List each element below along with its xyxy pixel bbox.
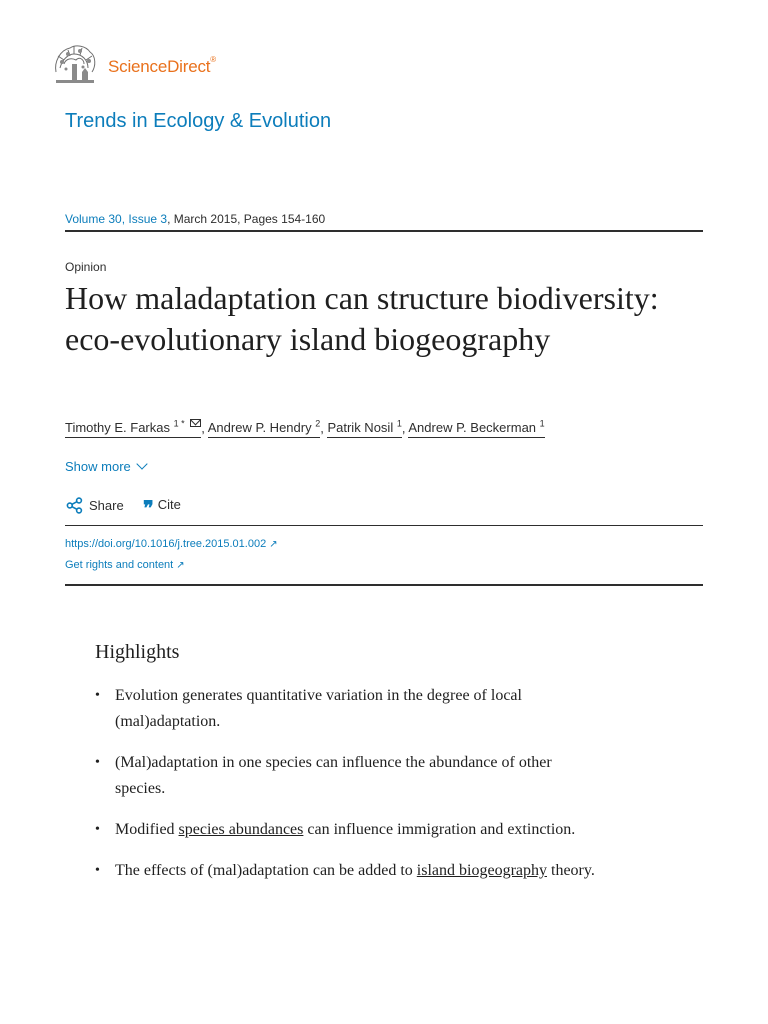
- cite-label: Cite: [157, 497, 181, 512]
- divider: [65, 584, 703, 586]
- highlight-text: Evolution generates quantitative variation in the degree of local (mal)adaptation.: [115, 687, 522, 730]
- list-item: [95, 750, 605, 802]
- doi-text: https://doi.org/10.1016/j.tree.2015.01.002: [65, 538, 267, 550]
- author-affiliation: 1 *: [173, 419, 185, 429]
- author-name: Andrew P. Beckerman: [408, 420, 537, 436]
- volume-issue-link[interactable]: Volume 30, Issue 3: [65, 212, 168, 226]
- author-affiliation: 1: [539, 419, 545, 429]
- highlight-text: theory.: [547, 862, 595, 879]
- article-type-label: Opinion: [65, 260, 107, 274]
- journal-title-link[interactable]: Trends in Ecology & Evolution: [65, 110, 332, 132]
- brand-name: ScienceDirect: [108, 57, 211, 76]
- show-more-button[interactable]: [65, 459, 146, 474]
- elsevier-tree-logo-icon[interactable]: [52, 42, 98, 86]
- author-list: Timothy E. Farkas $^{1 *}$ , Andrew P. Hendry $^2$, Patrik Nosil $^1$, Andrew P. Beckerman $^1$: [65, 419, 545, 435]
- highlights-heading: Highlights: [95, 641, 180, 663]
- highlight-text: The effects of (mal)adaptation can be added to: [115, 862, 417, 879]
- author-name: Timothy E. Farkas: [65, 420, 170, 436]
- citation-line: [65, 212, 325, 226]
- highlight-text: can influence immigration and extinction.: [303, 821, 576, 838]
- rights-text: Get rights and content: [65, 559, 174, 571]
- share-button[interactable]: [66, 497, 124, 514]
- quote-icon: ❞: [143, 495, 152, 520]
- envelope-icon: [190, 419, 201, 427]
- author-name: Andrew P. Hendry: [207, 420, 312, 436]
- external-link-icon: ↗: [269, 539, 278, 550]
- author-link-hendry[interactable]: [208, 420, 320, 438]
- cite-button[interactable]: [143, 495, 181, 520]
- island-biogeography-link[interactable]: island biogeography: [416, 862, 547, 879]
- divider: [65, 525, 703, 526]
- divider: [65, 230, 703, 232]
- list-item: [95, 683, 605, 735]
- rights-link[interactable]: [65, 559, 185, 571]
- date-pages: , March 2015, Pages 154-160: [167, 212, 326, 226]
- author-link-beckerman[interactable]: [408, 420, 544, 438]
- share-label: Share: [89, 498, 124, 513]
- show-more-label: Show more: [65, 459, 131, 474]
- chevron-down-icon: [136, 458, 147, 469]
- brand-mark: ®: [210, 55, 216, 64]
- highlight-text: (Mal)adaptation in one species can influence the abundance of other species.: [115, 754, 552, 797]
- author-name: Patrik Nosil: [327, 420, 394, 436]
- sciencedirect-brand-link[interactable]: [108, 57, 216, 77]
- doi-link[interactable]: [65, 538, 278, 550]
- author-link-farkas[interactable]: [65, 420, 201, 438]
- list-item: [95, 817, 605, 843]
- share-icon: [66, 497, 83, 514]
- highlight-text: Modified: [115, 821, 179, 838]
- species-abundances-link[interactable]: species abundances: [178, 821, 304, 838]
- author-affiliation: 1: [396, 419, 402, 429]
- author-affiliation: 2: [315, 419, 321, 429]
- author-link-nosil[interactable]: [327, 420, 401, 438]
- list-item: [95, 858, 605, 884]
- external-link-icon: ↗: [176, 560, 185, 571]
- article-title: How maladaptation can structure biodiversity: eco-evolutionary island biogeography: [65, 280, 659, 357]
- highlights-list: [95, 683, 605, 899]
